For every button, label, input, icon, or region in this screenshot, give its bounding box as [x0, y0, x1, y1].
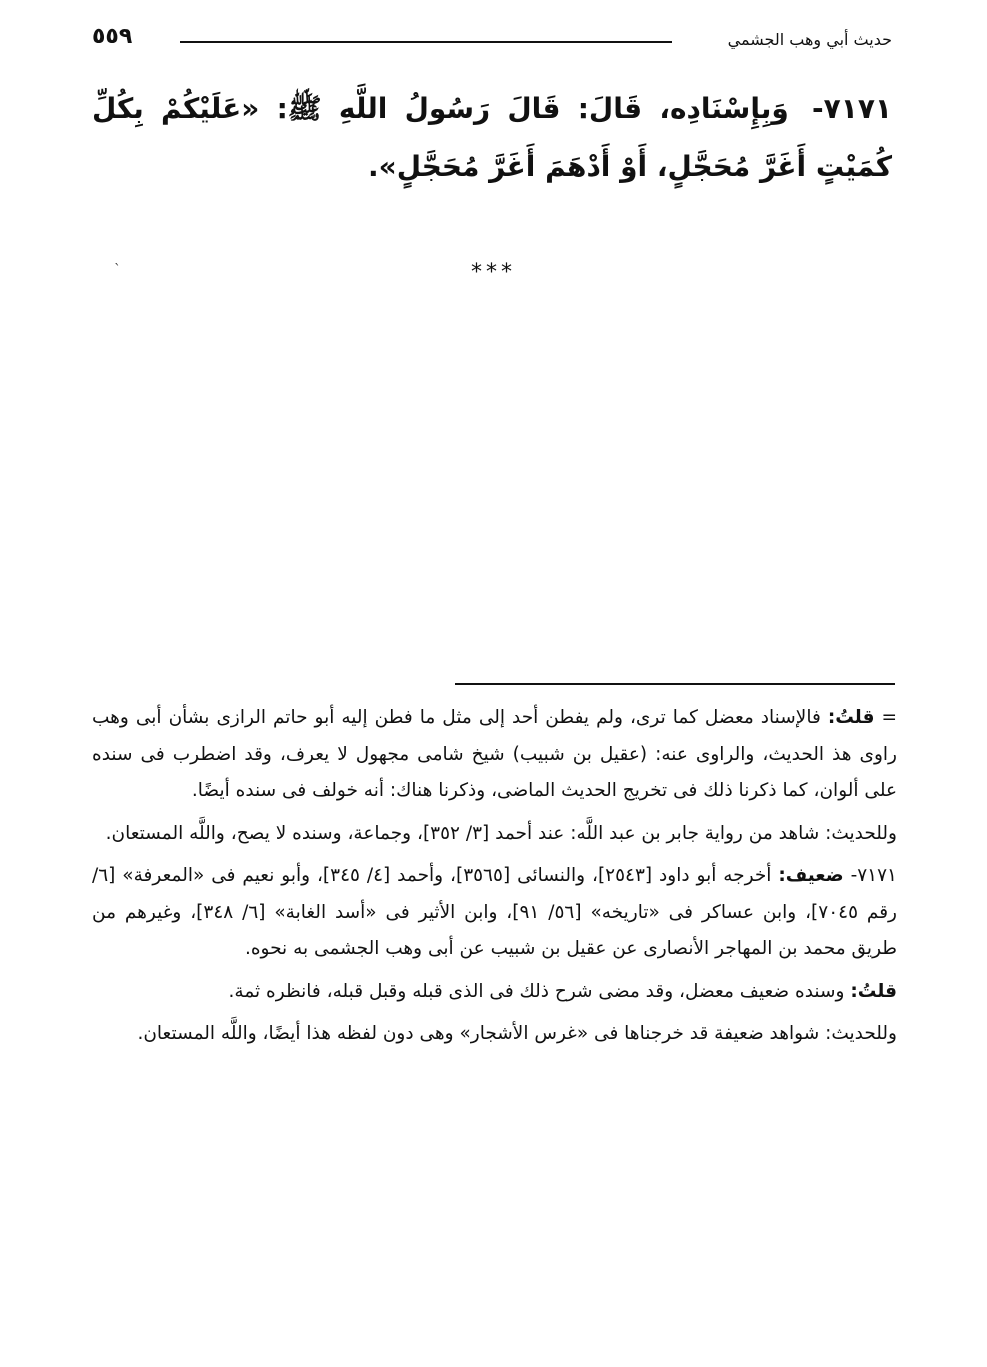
footnote-paragraph-2: [92, 816, 897, 853]
footnote-paragraph-3: [92, 858, 897, 968]
page-header: [92, 22, 892, 62]
hadith-body: وَبِإِسْنَادِه، قَالَ: قَالَ رَسُولُ اللَّهِ ﷺ: «عَلَيْكُمْ بِكُلِّ كُمَيْتٍ أَغَرَّ مُحَجَّلٍ، أَوْ أَدْهَمَ أَغَرَّ مُحَجَّلٍ».: [92, 92, 892, 183]
footnote-text: وسنده ضعيف معضل، وقد مضى شرح ذلك فى الذى قبله وقبل قبله، فانظره ثمة.: [228, 980, 845, 1002]
footnote-text: وللحديث: شواهد ضعيفة قد خرجناها فى «غرس الأشجار» وهى دون لفظه هذا أيضًا، واللَّه المستعان.: [137, 1023, 897, 1044]
footnote-separator: [455, 683, 895, 685]
section-ornament: ***: [471, 260, 516, 285]
footnote-paragraph-5: [92, 1016, 897, 1053]
running-title: حديث أبي وهب الجشمي: [727, 30, 892, 49]
footnote-lead-grade: ضعيف:: [778, 865, 844, 886]
footnote-paragraph-4: [92, 974, 897, 1011]
footnote-text: فالإسناد معضل كما ترى، ولم يفطن أحد إلى مثل ما فطن إليه أبو حاتم الرازى بشأن أبى وهب راوى هذ الحديث، والراوى عنه: (عقيل بن شبيب) شيخ شامى مجهول لا يعرف، وقد اضطرب فى سنده على ألوان، كما ذكرنا ذلك فى تخريج الحديث الماضى، وذكرنا هناك: أنه خولف فى سنده أيضًا.: [92, 707, 897, 801]
footnote-text: وللحديث: شاهد من رواية جابر بن عبد اللَّه: عند أحمد [٣/ ٣٥٢]، وجماعة، وسنده لا يصح، واللَّه المستعان.: [105, 822, 897, 844]
hadith-main-text: [92, 80, 892, 196]
stray-mark: `: [114, 262, 121, 278]
footnote-lead-qultu: قلتُ:: [850, 980, 897, 1002]
header-rule: [180, 41, 672, 43]
continuation-mark: =: [881, 707, 897, 728]
hadith-number: ٧١٧١-: [812, 92, 892, 125]
footnote-lead-qultu: قلتُ:: [827, 707, 875, 728]
footnote-text: أخرجه أبو داود [٢٥٤٣]، والنسائى [٣٥٦٥]، وأحمد [٤/ ٣٤٥]، وأبو نعيم فى «المعرفة» [٦/ رقم ٧٠٤٥]، وابن عساكر فى «تاريخه» [٥٦/ ٩١]، وابن الأثير فى «أسد الغابة» [٦/ ٣٤٨]، وغيرهم من طريق محمد بن المهاجر الأنصارى عن عقيل بن شبيب عن أبى وهب الجشمى به نحوه.: [92, 865, 897, 959]
footnote-number: ٧١٧١-: [850, 865, 897, 886]
footnote-paragraph-1: [92, 700, 897, 810]
footnotes: [92, 700, 897, 1059]
page-number: ٥٥٩: [92, 24, 133, 49]
